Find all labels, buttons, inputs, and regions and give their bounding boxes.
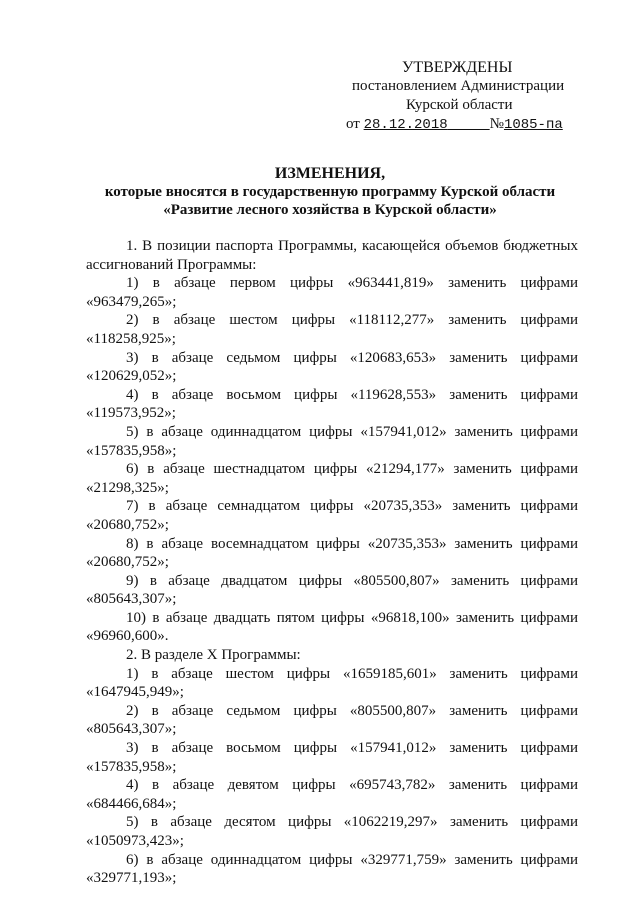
list-item-value: «20680,752»; xyxy=(86,554,169,571)
approval-from-prefix: от xyxy=(346,116,360,132)
list-item xyxy=(86,349,578,386)
list-item-value: «684466,684»; xyxy=(86,795,177,812)
list-item-text: 5) в абзаце одиннадцатом цифры «157941,012» заменить цифрами xyxy=(126,423,578,440)
approval-line-resolution: постановлением Администрации xyxy=(352,78,565,94)
list-item xyxy=(86,776,578,813)
list-item-text: 1) в абзаце первом цифры «963441,819» заменить цифрами xyxy=(126,275,578,292)
list-item xyxy=(86,813,578,850)
list-item-text: 3) в абзаце восьмом цифры «157941,012» заменить цифрами xyxy=(126,740,578,757)
list-item xyxy=(86,665,578,702)
list-item-value: «1050973,423»; xyxy=(86,833,184,849)
section1-intro: 1. В позиции паспорта Программы, касающейся объемов бюджетных ассигнований Программы: xyxy=(86,238,578,273)
approval-block xyxy=(346,58,590,135)
document-title xyxy=(80,165,580,219)
approval-date: 28.12.2018 xyxy=(363,117,448,133)
list-item-value: «805643,307»; xyxy=(86,591,177,608)
list-item xyxy=(86,311,578,348)
list-item-value: «20680,752»; xyxy=(86,516,169,533)
approval-heading: УТВЕРЖДЕНЫ xyxy=(402,59,513,76)
approval-number-prefix: № xyxy=(489,116,504,132)
list-item xyxy=(86,609,578,646)
list-item-value: «120629,052»; xyxy=(86,368,177,385)
list-item-text: 10) в абзаце двадцать пятом цифры «96818,100» заменить цифрами xyxy=(126,609,578,626)
section2-intro: 2. В разделе X Программы: xyxy=(126,647,301,664)
list-item xyxy=(86,423,578,460)
list-item xyxy=(86,702,578,739)
list-item-text: 5) в абзаце десятом цифры «1062219,297» заменить цифрами xyxy=(126,814,578,831)
list-item xyxy=(86,572,578,609)
approval-date-underline xyxy=(448,117,490,133)
list-item-value: «118258,925»; xyxy=(86,330,176,347)
list-item-text: 2) в абзаце седьмом цифры «805500,807» заменить цифрами xyxy=(126,702,578,719)
list-item-text: 6) в абзаце шестнадцатом цифры «21294,177» заменить цифрами xyxy=(126,461,578,478)
list-item-value: «157835,958»; xyxy=(86,442,177,459)
list-item-value: «21298,325»; xyxy=(86,479,169,496)
list-item-value: «157835,958»; xyxy=(86,758,177,775)
list-item-text: 4) в абзаце девятом цифры «695743,782» заменить цифрами xyxy=(126,777,578,794)
list-item-text: 9) в абзаце двадцатом цифры «805500,807» заменить цифрами xyxy=(126,572,578,589)
list-item-text: 7) в абзаце семнадцатом цифры «20735,353» заменить цифрами xyxy=(126,498,578,515)
title-line-program: которые вносятся в государственную программу Курской области xyxy=(104,184,556,200)
list-item-value: «329771,193»; xyxy=(86,870,177,887)
list-item xyxy=(86,460,578,497)
approval-date-number xyxy=(346,115,590,135)
list-item-text: 2) в абзаце шестом цифры «118112,277» заменить цифрами xyxy=(126,312,578,329)
document-body xyxy=(86,237,578,888)
list-item xyxy=(86,851,578,888)
list-item xyxy=(86,274,578,311)
list-item xyxy=(86,535,578,572)
list-item-value: «963479,265»; xyxy=(86,293,177,310)
list-item-text: 3) в абзаце седьмом цифры «120683,653» заменить цифрами xyxy=(126,349,578,366)
list-item-text: 4) в абзаце восьмом цифры «119628,553» заменить цифрами xyxy=(126,386,578,403)
list-item-value: «805643,307»; xyxy=(86,721,177,738)
list-item-value: «119573,952»; xyxy=(86,405,176,422)
list-item xyxy=(86,386,578,423)
list-item-text: 1) в абзаце шестом цифры «1659185,601» заменить цифрами xyxy=(126,665,578,682)
list-item-value: «1647945,949»; xyxy=(86,684,184,701)
list-item xyxy=(86,497,578,534)
title-line-name: «Развитие лесного хозяйства в Курской области» xyxy=(163,202,497,218)
list-item xyxy=(86,739,578,776)
list-item-text: 8) в абзаце восемнадцатом цифры «20735,353» заменить цифрами xyxy=(126,535,578,552)
approval-line-region: Курской области xyxy=(406,97,513,113)
title-heading: ИЗМЕНЕНИЯ, xyxy=(274,165,386,182)
list-item-value: «96960,600». xyxy=(86,628,169,645)
approval-number: 1085-па xyxy=(503,117,563,133)
list-item-text: 6) в абзаце одиннадцатом цифры «329771,759» заменить цифрами xyxy=(126,851,578,868)
